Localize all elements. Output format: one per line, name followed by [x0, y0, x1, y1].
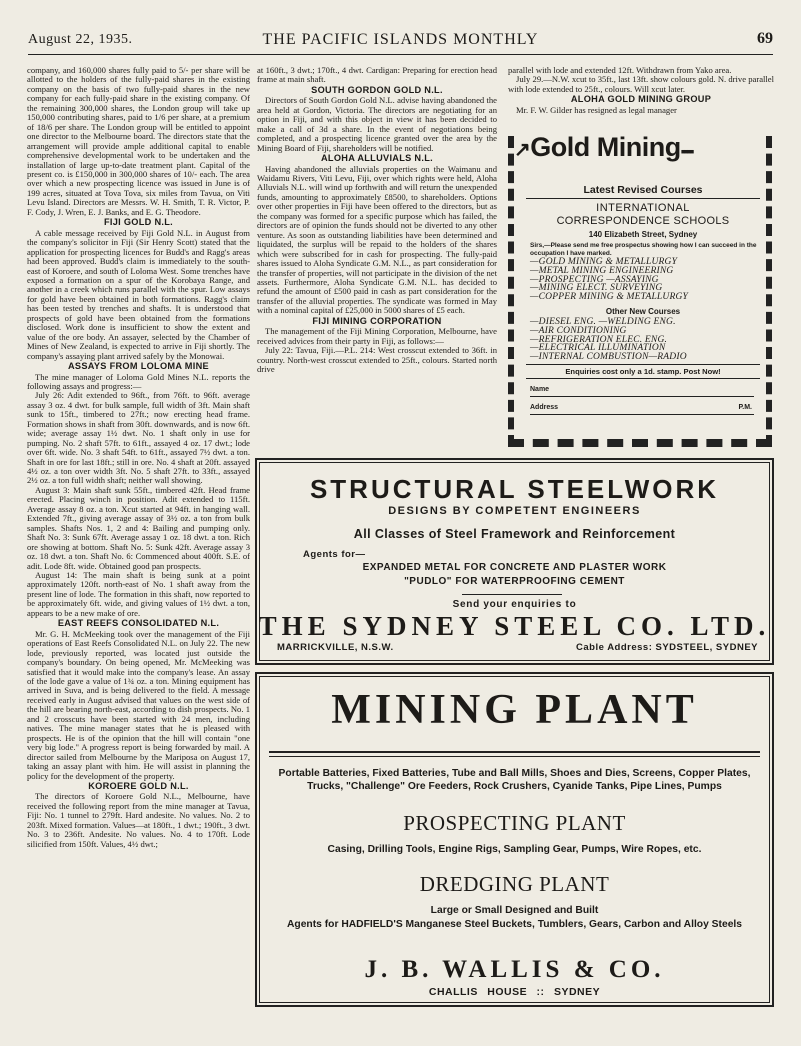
paragraph: August 3: Main shaft sunk 55ft., timbered 42ft. Head frame erected. Placing winch in position. Adit extended to 115ft. Average assay 8 oz. a ton. Xcut started at 94ft. in hanging wall. Extended 7ft., giving average assay of 3½ oz. a ton from bulk samples. Shafts Nos. 1, 2 and 4: Bailing and pumping only. Shaft No. 3: Sunk 67ft. Average assay 1 oz. 18 dwt. a ton. Rich ore showing at bottom. Shaft No. 5: Sunk 42ft. Average assay 3 oz. 18 dwt. a ton. Shaft No. 6: Commenced about 400ft. S.E. of adit. Lode 8ft. wide. Obtained good pan prospects.: [27, 484, 250, 571]
divider: [462, 594, 562, 595]
company-address: CHALLIS HOUSE :: SYDNEY: [428, 986, 601, 998]
advert-headline: ↗Gold Mining▪▪▪▪: [514, 132, 693, 162]
company-name: J. B. WALLIS & CO.: [364, 956, 665, 983]
section-heading: FIJI GOLD N.L.: [103, 217, 174, 228]
course-item[interactable]: —GOLD MINING & METALLURGY: [530, 257, 678, 267]
section-heading: FIJI MINING CORPORATION: [312, 315, 442, 326]
section-heading: ALOHA ALLUVIALS N.L.: [321, 153, 433, 164]
paragraph: company, and 160,000 shares fully paid to 5/- per share will be allotted to the holders of the fully-paid shares in the existing company on the basis of two fully-paid shares in the new company for each fully-paid share in the existing company. Of the remaining 300,000 shares, the London group will take up 150,000 contributing shares, paid to 1/6 per share, at a premium of 18/6 per share. The London group will be entitled to appoint one director to the Melbourne board. The directors state that the arrangement will provide ample additional capital to enable comprehensive developmental work to be undertaken and the installation of large up-to-date treatment plant. Capital of the present co. is £150,000 in 300,000 shares of 10/- each. The area over which a new prospecting licence was issued in June is of 199 acres, situated at Tova Tova, six miles from Tavua, on Viti Levu Island. Directors are Messrs. W. H. Smith, T. R. Victor, P. F. Cody, J. Wren, E. J. Banks, and E. G. Theodore.: [27, 66, 250, 217]
section-heading: SOUTH GORDON GOLD N.L.: [311, 84, 443, 95]
paragraph: August 14: The main shaft is being sunk at a point approximately 120ft. north-east of No. 1 shaft away from the present line of lode. The formation in this shaft, now reported to be approximately 6ft. wide, and giving values of 1½ dwt. a ton, appears to be a new make of ore.: [27, 570, 250, 618]
product-list: Casing, Drilling Tools, Engine Rigs, Sampling Gear, Pumps, Wire Ropes, etc.: [327, 844, 702, 855]
advert-title: MINING PLANT: [331, 687, 698, 733]
course-item[interactable]: —DIESEL ENG. —WELDING ENG.: [530, 317, 676, 327]
school-name-line-1: INTERNATIONAL: [596, 202, 690, 214]
pm-label: P.M.: [738, 404, 752, 411]
mining-plant-advert: [255, 672, 774, 1007]
structural-steelwork-advert: [255, 458, 774, 665]
paragraph: Mr. G. H. McMeeking took over the management of the Fiji operations of East Reefs Consolidated N.L. on July 22. The new lode, previously reported, was located just outside the company's boundary. On being opened, Mr. McMeeking was satisfied that it would make into the company's lease. An assay of the lode gave a value of 1¾ oz. a ton. Mining equipment has arrived in Suva, and is being delivered to the field. A message received early in August advised that values on the west side of the hill are bearing north-east, according to dish prospects. No. 1 and 2 crosscuts have been started with 24 men, including natives. The mine manager states that he is pleased with prospects. He is of the opinion that the hill will contain "one very big lode." A progress report is being forwarded by mail. A director sailed from Melbourne by the Mariposa on August 17, taking an assay plant with him. He will assist in planning the policy for the development of the property.: [27, 628, 250, 781]
issue-date: August 22, 1935.: [28, 32, 133, 47]
agents-line: Agents for HADFIELD'S Manganese Steel Buckets, Tumblers, Gears, Carbon and Alloy Steels: [286, 919, 743, 930]
page-header: [28, 30, 773, 55]
course-item[interactable]: —INTERNAL COMBUSTION—RADIO: [530, 352, 687, 363]
name-label: Name: [530, 386, 550, 393]
section-heading: KOROERE GOLD N.L.: [88, 780, 189, 791]
paragraph: A cable message received by Fiji Gold N.L. in August from the company's solicitor in Fiji (Sir Henry Scott) stated that the application for prospecting licences for Budd's and Ragg's areas had been approved. Budd's claim is immediately to the south-east of Koroere, and south of Loloma West. Some trenches have exposed a formation on a spur of the Korobaya Range, and another in a creek which runs parallel with the spur. Low assays for gold have been obtained in both formations. Ragg's claim has been tested by trenches and shafts. It is understood that prospects of gold have been obtained from the formations disclosed. Work done is insufficient to show the extent and value of the ore body. An assayer, selected by the Chamber of Mines of New Zealand, is expected to arrive in Fiji shortly. The company's assaying plant arrived safely by the Monowai.: [27, 227, 250, 361]
coupon-request-text: Sirs,—Please send me free prospectus showing how I can succeed in the occupation I have marked.: [530, 242, 757, 257]
section-heading: ALOHA GOLD MINING GROUP: [570, 94, 712, 105]
paragraph: The directors of Koroere Gold N.L., Melbourne, have received the following report from the mine manager at Tavua, Fiji: No. 1 tunnel to 279ft. Hard andesite. No values. No. 2 to 203ft. Mixed formation. Values—at 180ft., 1 dwt.; 190ft., 3 dwt. No. 3 to 236ft. Andesite. No values. No. 4 to 170ft. Lode silicified from 150ft. Values, 4½ dwt.;: [27, 791, 250, 849]
paragraph: July 26: Adit extended to 96ft., from 76ft. to 96ft. average assay 3 oz. 4 dwt. for bulk sample, full width of 3ft. Main shaft sunk to 15ft., timbered to 27ft.; now erecting head frame. Formation shows in shaft from 30ft. downwards, and is now 6ft. wide; average assay 1½ dwt. No. 1 shaft only in use for pumping. No. 2 shaft 57ft. to 61ft., assayed 4 oz. 17 dwt.; lode over 6ft. wide. No. 3 shaft 54ft. to 61ft., assayed 7½ dwt. a ton. Shaft in ore for last 18ft.; still in ore. No. 4 shaft at 20ft. assayed 4½ oz. a ton over width 3ft. No. 5 shaft 27ft. to 33ft., assayed 2½ oz. a ton full width shaft; neither wall showing.: [27, 390, 250, 486]
cable-address: Cable Address: SYDSTEEL, SYDNEY: [576, 642, 758, 653]
course-item[interactable]: —METAL MINING ENGINEERING: [530, 265, 674, 276]
course-item[interactable]: —ELECTRICAL ILLUMINATION: [530, 343, 666, 354]
gold-mining-advert: [508, 132, 772, 447]
section-title: DREDGING PLANT: [419, 872, 610, 896]
advert-subtitle: All Classes of Steel Framework and Reinforcement: [353, 527, 676, 541]
send-enquiries-text: Send your enquiries to: [452, 599, 577, 610]
paragraph: The mine manager of Loloma Gold Mines N.L. reports the following assays and progress:—: [27, 371, 250, 391]
course-item[interactable]: —REFRIGERATION ELEC. ENG.: [530, 334, 668, 345]
advert-title: STRUCTURAL STEELWORK: [309, 474, 720, 504]
product-line: EXPANDED METAL FOR CONCRETE AND PLASTER WORK: [362, 562, 667, 573]
enquiries-note: Enquiries cost only a 1d. stamp. Post Now!: [526, 364, 760, 379]
address-field[interactable]: [530, 404, 754, 415]
school-address: 140 Elizabeth Street, Sydney: [588, 230, 698, 239]
course-item[interactable]: —MINING ELECT. SURVEYING: [530, 283, 663, 294]
address-label: Address: [530, 404, 559, 411]
paragraph: parallel with lode and extended 12ft. Withdrawn from Yako area.: [508, 66, 732, 75]
course-item[interactable]: —PROSPECTING —ASSAYING: [530, 274, 659, 285]
column-1: [27, 66, 250, 1038]
course-item[interactable]: —COPPER MINING & METALLURGY: [530, 292, 689, 303]
divider: [269, 756, 760, 757]
name-field[interactable]: [530, 386, 754, 397]
section-title: PROSPECTING PLANT: [403, 811, 626, 835]
paragraph: July 29.—N.W. xcut to 35ft., last 13ft. show colours gold. N. drive parallel with lode extended to 25ft., colours. Will xcut later.: [508, 74, 774, 94]
school-name-line-2: CORRESPONDENCE SCHOOLS: [556, 215, 730, 227]
agents-label: Agents for—: [303, 549, 366, 560]
paragraph: Directors of South Gordon Gold N.L. advise having abandoned the area held at Gordon, Victoria. The directors are negotiating for an option in Fiji, and with this object in view it has been decided to make a call of 3d a share. In the event of negotiations being completed, and a prospecting licence granted over the area by the Mining Board of Fiji, shareholders will be notified.: [257, 95, 497, 153]
other-course-list: [530, 318, 765, 362]
section-heading: ASSAYS FROM LOLOMA MINE: [68, 361, 209, 372]
paragraph: Mr. F. W. Gilder has resigned as legal manager: [516, 104, 677, 115]
publication-title: THE PACIFIC ISLANDS MONTHLY: [262, 31, 539, 48]
course-list: [530, 258, 765, 302]
arrow-icon: ↗: [514, 139, 531, 161]
course-item[interactable]: —AIR CONDITIONING: [530, 325, 627, 336]
column-2: [257, 66, 497, 444]
paragraph: at 160ft., 3 dwt.; 170ft., 4 dwt. Cardigan: Preparing for erection head frame at main shaft.: [257, 66, 497, 85]
paragraph: July 22: Tavua, Fiji.—P.L. 214: West crosscut extended to 36ft. in country. North-west crosscut extended to 25ft., colours. Started north drive: [257, 345, 497, 375]
page-number: 69: [757, 30, 773, 47]
advert-tagline: DESIGNS BY COMPETENT ENGINEERS: [388, 505, 641, 517]
product-list: Portable Batteries, Fixed Batteries, Tube and Ball Mills, Shoes and Dies, Screens, Copper Plates, Trucks, "Challenge" Ore Feeders, Rock Crushers, Cyanide Tanks, Pipe Lines, Pumps: [278, 768, 751, 792]
company-name: THE SYDNEY STEEL CO. LTD.: [258, 611, 771, 641]
advert-subheading: Latest Revised Courses: [526, 184, 760, 199]
column-3: [508, 66, 774, 132]
section-heading: EAST REEFS CONSOLIDATED N.L.: [57, 618, 220, 629]
product-line: Large or Small Designed and Built: [430, 905, 599, 916]
company-address: MARRICKVILLE, N.S.W.: [277, 642, 394, 653]
divider: [269, 751, 760, 753]
paragraph: Having abandoned the alluvials properties on the Waimanu and Waidamu Rivers, Viti Levu, Fiji, over which rights were held, Aloha Alluvials N.L. will wind up forthwith and will return the unexpended funds, amounting to approximately £8500, to shareholders. Options over other properties in Fiji have been offered to the directors, but as the company was formed for a specific purpose which has failed, the directors are of opinion the funds should not be diverted to any other venture. As soon as outstanding liabilities have been determined and liquidated, the surplus will be repaid to the holders of the shares which were subscribed for in cash for prospecting. The fully-paid shares issued to Aloha Syndicate G.M. N.L., as part consideration for the transfer of properties, will not participate in the division of the net assets. Furthermore, Aloha Syndicate G.M. N.L. has decided to refund the amount of £500 paid in cash as part consideration for the transfer of the alluvial properties. The syndicate was formed in May with a nominal capital of £25,000 in 5000 shares of £5 each.: [257, 163, 497, 316]
paragraph: The management of the Fiji Mining Corporation, Melbourne, have received advices from their party in Fiji, as follows:—: [257, 326, 497, 346]
other-courses-heading: Other New Courses: [605, 307, 681, 316]
product-line: "PUDLO" FOR WATERPROOFING CEMENT: [404, 576, 625, 587]
